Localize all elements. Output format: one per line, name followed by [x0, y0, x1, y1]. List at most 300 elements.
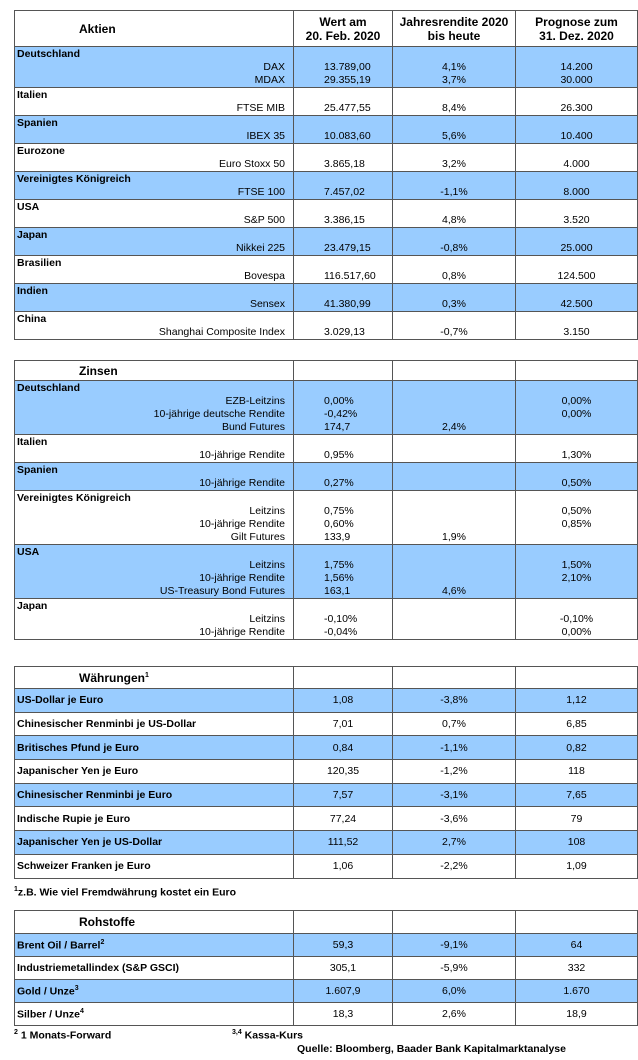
rohstoffe-rendite: 6,0%	[393, 980, 516, 1003]
aktien-name-cell	[15, 200, 294, 228]
aktien-prognose-cell	[516, 284, 638, 312]
aktien-wert: 29.355,19	[324, 74, 371, 86]
zinsen-wert-cell	[294, 463, 393, 491]
waehrungen-prognose: 0,82	[516, 736, 638, 760]
waehrungen-wert: 120,35	[294, 760, 393, 784]
waehrungen-header-row	[15, 667, 638, 689]
aktien-rendite-spacer	[395, 47, 513, 61]
zinsen-rendite-spacer	[395, 463, 513, 477]
zinsen-rendite	[395, 613, 513, 626]
aktien-prognose: 3.520	[563, 214, 590, 226]
rohstoffe-name: Silber / Unze	[17, 1008, 81, 1021]
zinsen-wert: -0,42%	[324, 408, 358, 420]
zinsen-wert-cell	[294, 435, 393, 463]
zinsen-wert-cell	[294, 599, 393, 640]
aktien-rendite: 0,8%	[442, 270, 466, 282]
waehrungen-wert: 7,01	[294, 712, 393, 736]
aktien-table	[14, 10, 638, 340]
aktien-prognose-cell	[516, 200, 638, 228]
zinsen-prognose-cell	[516, 381, 638, 435]
aktien-wert-cell	[294, 312, 393, 340]
waehrungen-wert: 1,08	[294, 689, 393, 713]
zinsen-prognose	[518, 531, 635, 544]
waehrungen-header-empty-3	[516, 667, 638, 689]
zinsen-country: Deutschland	[17, 382, 81, 394]
aktien-prognose: 14.200	[560, 61, 593, 73]
aktien-rendite-spacer	[395, 144, 513, 158]
aktien-country: USA	[17, 201, 40, 213]
rohstoffe-header-title: Rohstoffe	[15, 911, 294, 934]
waehrungen-name: Indische Rupie je Euro	[15, 807, 294, 831]
aktien-wert-cell	[294, 228, 393, 256]
aktien-index-name: Sensex	[249, 298, 285, 310]
aktien-name-cell	[15, 312, 294, 340]
aktien-name-cell	[15, 88, 294, 116]
aktien-row	[15, 144, 638, 172]
aktien-prognose: 25.000	[560, 242, 593, 254]
aktien-wert: 41.380,99	[324, 298, 371, 310]
aktien-prognose: 42.500	[560, 298, 593, 310]
waehrungen-row	[15, 689, 638, 713]
aktien-index-name: MDAX	[254, 74, 285, 86]
zinsen-prognose: 1,30%	[561, 449, 592, 461]
zinsen-item-name: Gilt Futures	[230, 531, 285, 543]
aktien-index-name: DAX	[263, 61, 285, 73]
aktien-prognose-spacer	[518, 88, 635, 102]
aktien-country: Eurozone	[17, 145, 65, 157]
waehrungen-prognose: 118	[516, 760, 638, 784]
aktien-rendite: 8,4%	[442, 102, 466, 114]
zinsen-wert-cell	[294, 381, 393, 435]
zinsen-item-name: 10-jährige Rendite	[199, 477, 285, 489]
zinsen-rendite	[395, 572, 513, 585]
zinsen-country: Vereinigtes Königreich	[17, 492, 131, 504]
aktien-prognose: 4.000	[563, 158, 590, 170]
aktien-prognose-cell	[516, 312, 638, 340]
rohstoffe-section	[14, 910, 590, 1026]
aktien-country: China	[17, 313, 47, 325]
rohstoffe-name-cell	[15, 1003, 294, 1026]
zinsen-item-name: 10-jährige Rendite	[199, 572, 285, 584]
aktien-wert-cell	[294, 88, 393, 116]
waehrungen-table	[14, 666, 638, 879]
waehrungen-section	[14, 666, 587, 879]
aktien-index-name: Nikkei 225	[235, 242, 285, 254]
zinsen-wert-spacer	[296, 599, 390, 613]
aktien-rendite: 3,2%	[442, 158, 466, 170]
waehrungen-row	[15, 783, 638, 807]
waehrungen-row	[15, 760, 638, 784]
aktien-row	[15, 312, 638, 340]
aktien-prognose: 26.300	[560, 102, 593, 114]
zinsen-prognose-cell	[516, 435, 638, 463]
zinsen-item-name: 10-jährige Rendite	[199, 518, 285, 530]
footnote-forward-sup: 2	[14, 1029, 18, 1036]
waehrungen-rendite: 2,7%	[393, 831, 516, 855]
waehrungen-name: Schweizer Franken je Euro	[15, 854, 294, 878]
waehrungen-footnote-sup: 1	[14, 886, 18, 893]
zinsen-wert-cell	[294, 545, 393, 599]
rohstoffe-name-sup: 4	[80, 1007, 84, 1015]
zinsen-wert: 1,56%	[324, 572, 354, 584]
aktien-row	[15, 172, 638, 200]
zinsen-row	[15, 599, 638, 640]
zinsen-prognose: -0,10%	[559, 613, 594, 625]
waehrungen-prognose: 108	[516, 831, 638, 855]
zinsen-rendite-cell	[393, 435, 516, 463]
zinsen-rendite-spacer	[395, 381, 513, 395]
zinsen-item-name: 10-jährige Rendite	[199, 626, 285, 638]
rohstoffe-name-sup: 2	[100, 938, 105, 946]
aktien-prognose-spacer	[518, 172, 635, 186]
aktien-prognose-cell	[516, 116, 638, 144]
rohstoffe-header-empty-3	[516, 911, 638, 934]
aktien-rendite-spacer	[395, 256, 513, 270]
aktien-rendite-spacer	[395, 88, 513, 102]
rohstoffe-name: Gold / Unze	[17, 985, 75, 998]
zinsen-wert: 0,27%	[324, 477, 354, 489]
zinsen-rendite	[395, 395, 513, 408]
aktien-prognose-cell	[516, 256, 638, 284]
rohstoffe-name-sup: 3	[74, 984, 79, 992]
rohstoffe-prognose: 332	[516, 957, 638, 980]
zinsen-rendite: 2,4%	[442, 421, 466, 433]
aktien-wert-spacer	[296, 312, 390, 326]
zinsen-header-empty-1	[294, 361, 393, 381]
aktien-rendite: 0,3%	[442, 298, 466, 310]
zinsen-wert: 163,1	[324, 585, 351, 597]
zinsen-name-cell	[15, 463, 294, 491]
waehrungen-name: Japanischer Yen je US-Dollar	[15, 831, 294, 855]
rohstoffe-rendite: -5,9%	[393, 957, 516, 980]
waehrungen-row	[15, 854, 638, 878]
footnote-forward	[14, 1029, 111, 1042]
zinsen-rendite-spacer	[395, 599, 513, 613]
zinsen-prognose: 0,85%	[561, 518, 592, 530]
aktien-wert: 116.517,60	[324, 270, 376, 282]
aktien-index-name: Bovespa	[244, 270, 285, 282]
zinsen-rendite	[395, 626, 513, 639]
zinsen-row	[15, 435, 638, 463]
aktien-index-name: FTSE MIB	[236, 102, 285, 114]
zinsen-wert-cell	[294, 491, 393, 545]
aktien-rendite-cell	[393, 228, 516, 256]
zinsen-rendite: 1,9%	[442, 531, 466, 543]
zinsen-item-name: Leitzins	[249, 613, 285, 625]
waehrungen-rendite: -3,1%	[393, 783, 516, 807]
zinsen-rendite-spacer	[395, 545, 513, 559]
zinsen-wert-spacer	[296, 491, 390, 505]
aktien-name-cell	[15, 172, 294, 200]
aktien-wert-cell	[294, 144, 393, 172]
footnote-forward-text: 1 Monats-Forward	[17, 1029, 112, 1042]
zinsen-item-name: Bund Futures	[221, 421, 285, 433]
aktien-index-name: Euro Stoxx 50	[219, 158, 285, 170]
aktien-name-cell	[15, 284, 294, 312]
aktien-prognose-cell	[516, 144, 638, 172]
aktien-prognose-spacer	[518, 144, 635, 158]
zinsen-table	[14, 360, 638, 640]
rohstoffe-prognose: 64	[516, 934, 638, 957]
aktien-rendite-cell	[393, 88, 516, 116]
zinsen-country: Italien	[17, 436, 48, 448]
rohstoffe-rendite: -9,1%	[393, 934, 516, 957]
aktien-rendite-cell	[393, 200, 516, 228]
rohstoffe-prognose: 1.670	[516, 980, 638, 1003]
aktien-name-cell	[15, 256, 294, 284]
waehrungen-wert: 7,57	[294, 783, 393, 807]
zinsen-prognose: 2,10%	[561, 572, 592, 584]
zinsen-prognose-cell	[516, 463, 638, 491]
aktien-rendite: 5,6%	[442, 130, 466, 142]
header-rendite-line1: Jahresrendite 2020	[399, 14, 509, 29]
zinsen-item-name: Leitzins	[249, 505, 285, 517]
waehrungen-footnote-text: z.B. Wie viel Fremdwährung kostet ein Euro	[17, 886, 237, 899]
footnote-kassa-text: Kassa-Kurs	[241, 1029, 304, 1042]
aktien-row	[15, 47, 638, 88]
waehrungen-prognose: 1,12	[516, 689, 638, 713]
aktien-country: Brasilien	[17, 257, 62, 269]
aktien-country: Italien	[17, 89, 48, 101]
header-wert-line2: 20. Feb. 2020	[305, 28, 381, 43]
zinsen-rendite-cell	[393, 381, 516, 435]
zinsen-prognose: 0,00%	[561, 395, 592, 407]
aktien-country: Japan	[17, 229, 48, 241]
zinsen-prognose: 0,50%	[561, 477, 592, 489]
waehrungen-name: Britisches Pfund je Euro	[15, 736, 294, 760]
waehrungen-rendite: -1,2%	[393, 760, 516, 784]
aktien-wert: 23.479,15	[324, 242, 371, 254]
aktien-rendite: 4,1%	[442, 61, 466, 73]
waehrungen-rendite: -2,2%	[393, 854, 516, 878]
waehrungen-name: Japanischer Yen je Euro	[15, 760, 294, 784]
zinsen-item-name: Leitzins	[249, 559, 285, 571]
aktien-row	[15, 256, 638, 284]
zinsen-header-row	[15, 361, 638, 381]
zinsen-row	[15, 545, 638, 599]
zinsen-wert: 0,60%	[324, 518, 354, 530]
rohstoffe-wert: 18,3	[294, 1003, 393, 1026]
zinsen-country: USA	[17, 546, 40, 558]
zinsen-prognose-spacer	[518, 381, 635, 395]
aktien-section	[14, 10, 618, 340]
rohstoffe-header-empty-1	[294, 911, 393, 934]
rohstoffe-header-row	[15, 911, 638, 934]
waehrungen-header-sup: 1	[145, 671, 149, 679]
waehrungen-wert: 0,84	[294, 736, 393, 760]
aktien-index-name: FTSE 100	[237, 186, 285, 198]
aktien-prognose: 3.150	[563, 326, 590, 338]
aktien-prognose-spacer	[518, 200, 635, 214]
zinsen-item-name: US-Treasury Bond Futures	[159, 585, 285, 597]
source-note: Quelle: Bloomberg, Baader Bank Kapitalmarktanalyse	[296, 1043, 566, 1055]
aktien-rendite-cell	[393, 47, 516, 88]
zinsen-item-name: 10-jährige Rendite	[199, 449, 285, 461]
zinsen-name-cell	[15, 381, 294, 435]
aktien-prognose-cell	[516, 172, 638, 200]
header-prognose	[516, 11, 638, 47]
waehrungen-footnote	[14, 886, 236, 899]
aktien-prognose-spacer	[518, 312, 635, 326]
zinsen-row	[15, 491, 638, 545]
waehrungen-wert: 111,52	[294, 831, 393, 855]
header-wert	[294, 11, 393, 47]
waehrungen-row	[15, 712, 638, 736]
waehrungen-name: US-Dollar je Euro	[15, 689, 294, 713]
aktien-rendite: -1,1%	[440, 186, 468, 198]
aktien-rendite-spacer	[395, 228, 513, 242]
zinsen-rendite	[395, 505, 513, 518]
aktien-wert-cell	[294, 256, 393, 284]
zinsen-rendite-spacer	[395, 435, 513, 449]
aktien-index-name: S&P 500	[243, 214, 285, 226]
zinsen-item-name: 10-jährige deutsche Rendite	[153, 408, 285, 420]
aktien-wert-spacer	[296, 144, 390, 158]
aktien-wert-cell	[294, 200, 393, 228]
aktien-country: Vereinigtes Königreich	[17, 173, 131, 185]
aktien-wert: 10.083,60	[324, 130, 371, 142]
aktien-wert: 7.457,02	[324, 186, 365, 198]
rohstoffe-row	[15, 980, 638, 1003]
aktien-prognose: 8.000	[563, 186, 590, 198]
zinsen-wert: 1,75%	[324, 559, 354, 571]
aktien-prognose: 30.000	[560, 74, 593, 86]
aktien-country: Deutschland	[17, 48, 81, 60]
waehrungen-row	[15, 807, 638, 831]
rohstoffe-header-empty-2	[393, 911, 516, 934]
zinsen-rendite-cell	[393, 599, 516, 640]
aktien-wert-cell	[294, 172, 393, 200]
zinsen-country: Japan	[17, 600, 48, 612]
footnote-kassa-sup: 3,4	[232, 1029, 242, 1036]
aktien-rendite-spacer	[395, 172, 513, 186]
waehrungen-prognose: 7,65	[516, 783, 638, 807]
header-rendite-line2: bis heute	[427, 28, 481, 43]
zinsen-row	[15, 463, 638, 491]
aktien-rendite-spacer	[395, 200, 513, 214]
zinsen-wert: 0,00%	[324, 395, 354, 407]
waehrungen-name: Chinesischer Renminbi je US-Dollar	[15, 712, 294, 736]
zinsen-item-name: EZB-Leitzins	[225, 395, 285, 407]
waehrungen-header-empty-1	[294, 667, 393, 689]
rohstoffe-name-cell	[15, 934, 294, 957]
rohstoffe-name: Industriemetallindex (S&P GSCI)	[17, 962, 180, 974]
rohstoffe-wert: 59,3	[294, 934, 393, 957]
zinsen-prognose-spacer	[518, 491, 635, 505]
waehrungen-prognose: 79	[516, 807, 638, 831]
aktien-rendite-cell	[393, 116, 516, 144]
zinsen-row	[15, 381, 638, 435]
zinsen-prognose: 0,00%	[561, 626, 592, 638]
waehrungen-rendite: -3,6%	[393, 807, 516, 831]
waehrungen-rendite: -1,1%	[393, 736, 516, 760]
aktien-header-row	[15, 11, 638, 47]
zinsen-prognose-spacer	[518, 599, 635, 613]
zinsen-section	[14, 360, 594, 640]
zinsen-rendite-cell	[393, 545, 516, 599]
aktien-rendite: 4,8%	[442, 214, 466, 226]
aktien-wert-spacer	[296, 284, 390, 298]
aktien-wert-cell	[294, 47, 393, 88]
aktien-wert: 13.789,00	[324, 61, 371, 73]
header-prognose-line2: 31. Dez. 2020	[539, 28, 614, 43]
aktien-rendite-spacer	[395, 284, 513, 298]
zinsen-name-cell	[15, 545, 294, 599]
zinsen-prognose: 1,50%	[561, 559, 592, 571]
waehrungen-wert: 1,06	[294, 854, 393, 878]
aktien-index-name: IBEX 35	[246, 130, 285, 142]
aktien-header-title: Aktien	[15, 11, 294, 47]
aktien-wert-spacer	[296, 88, 390, 102]
zinsen-prognose-spacer	[518, 545, 635, 559]
zinsen-wert-spacer	[296, 435, 390, 449]
zinsen-header-title: Zinsen	[15, 361, 294, 381]
aktien-row	[15, 200, 638, 228]
zinsen-prognose-spacer	[518, 463, 635, 477]
aktien-rendite-cell	[393, 256, 516, 284]
zinsen-prognose-cell	[516, 599, 638, 640]
aktien-row	[15, 284, 638, 312]
aktien-wert-cell	[294, 284, 393, 312]
aktien-rendite: -0,8%	[440, 242, 468, 254]
zinsen-wert-spacer	[296, 463, 390, 477]
zinsen-rendite	[395, 449, 513, 462]
zinsen-prognose: 0,50%	[561, 505, 592, 517]
zinsen-wert-spacer	[296, 381, 390, 395]
rohstoffe-wert: 1.607,9	[294, 980, 393, 1003]
aktien-row	[15, 88, 638, 116]
aktien-prognose-cell	[516, 88, 638, 116]
waehrungen-header-title	[15, 667, 294, 689]
rohstoffe-prognose: 18,9	[516, 1003, 638, 1026]
aktien-wert-cell	[294, 116, 393, 144]
aktien-wert-spacer	[296, 256, 390, 270]
aktien-rendite-cell	[393, 312, 516, 340]
waehrungen-header-empty-2	[393, 667, 516, 689]
zinsen-prognose	[518, 421, 635, 434]
zinsen-wert: 0,75%	[324, 505, 354, 517]
rohstoffe-wert: 305,1	[294, 957, 393, 980]
zinsen-wert: -0,10%	[324, 613, 358, 625]
aktien-prognose-spacer	[518, 284, 635, 298]
aktien-rendite-cell	[393, 144, 516, 172]
zinsen-header-empty-3	[516, 361, 638, 381]
zinsen-prognose	[518, 585, 635, 598]
aktien-rendite-spacer	[395, 312, 513, 326]
waehrungen-row	[15, 831, 638, 855]
zinsen-name-cell	[15, 491, 294, 545]
zinsen-wert: 0,95%	[324, 449, 354, 461]
zinsen-wert: -0,04%	[324, 626, 358, 638]
aktien-rendite-spacer	[395, 116, 513, 130]
waehrungen-wert: 77,24	[294, 807, 393, 831]
zinsen-wert: 133,9	[324, 531, 351, 543]
rohstoffe-name: Brent Oil / Barrel	[17, 939, 101, 952]
aktien-row	[15, 116, 638, 144]
waehrungen-prognose: 6,85	[516, 712, 638, 736]
rohstoffe-name-cell	[15, 980, 294, 1003]
aktien-rendite-cell	[393, 172, 516, 200]
rohstoffe-row	[15, 1003, 638, 1026]
zinsen-name-cell	[15, 599, 294, 640]
zinsen-prognose-cell	[516, 545, 638, 599]
aktien-rendite: 3,7%	[442, 74, 466, 86]
rohstoffe-table	[14, 910, 638, 1026]
aktien-wert-spacer	[296, 200, 390, 214]
zinsen-rendite	[395, 559, 513, 572]
aktien-prognose-spacer	[518, 228, 635, 242]
aktien-wert: 3.865,18	[324, 158, 365, 170]
